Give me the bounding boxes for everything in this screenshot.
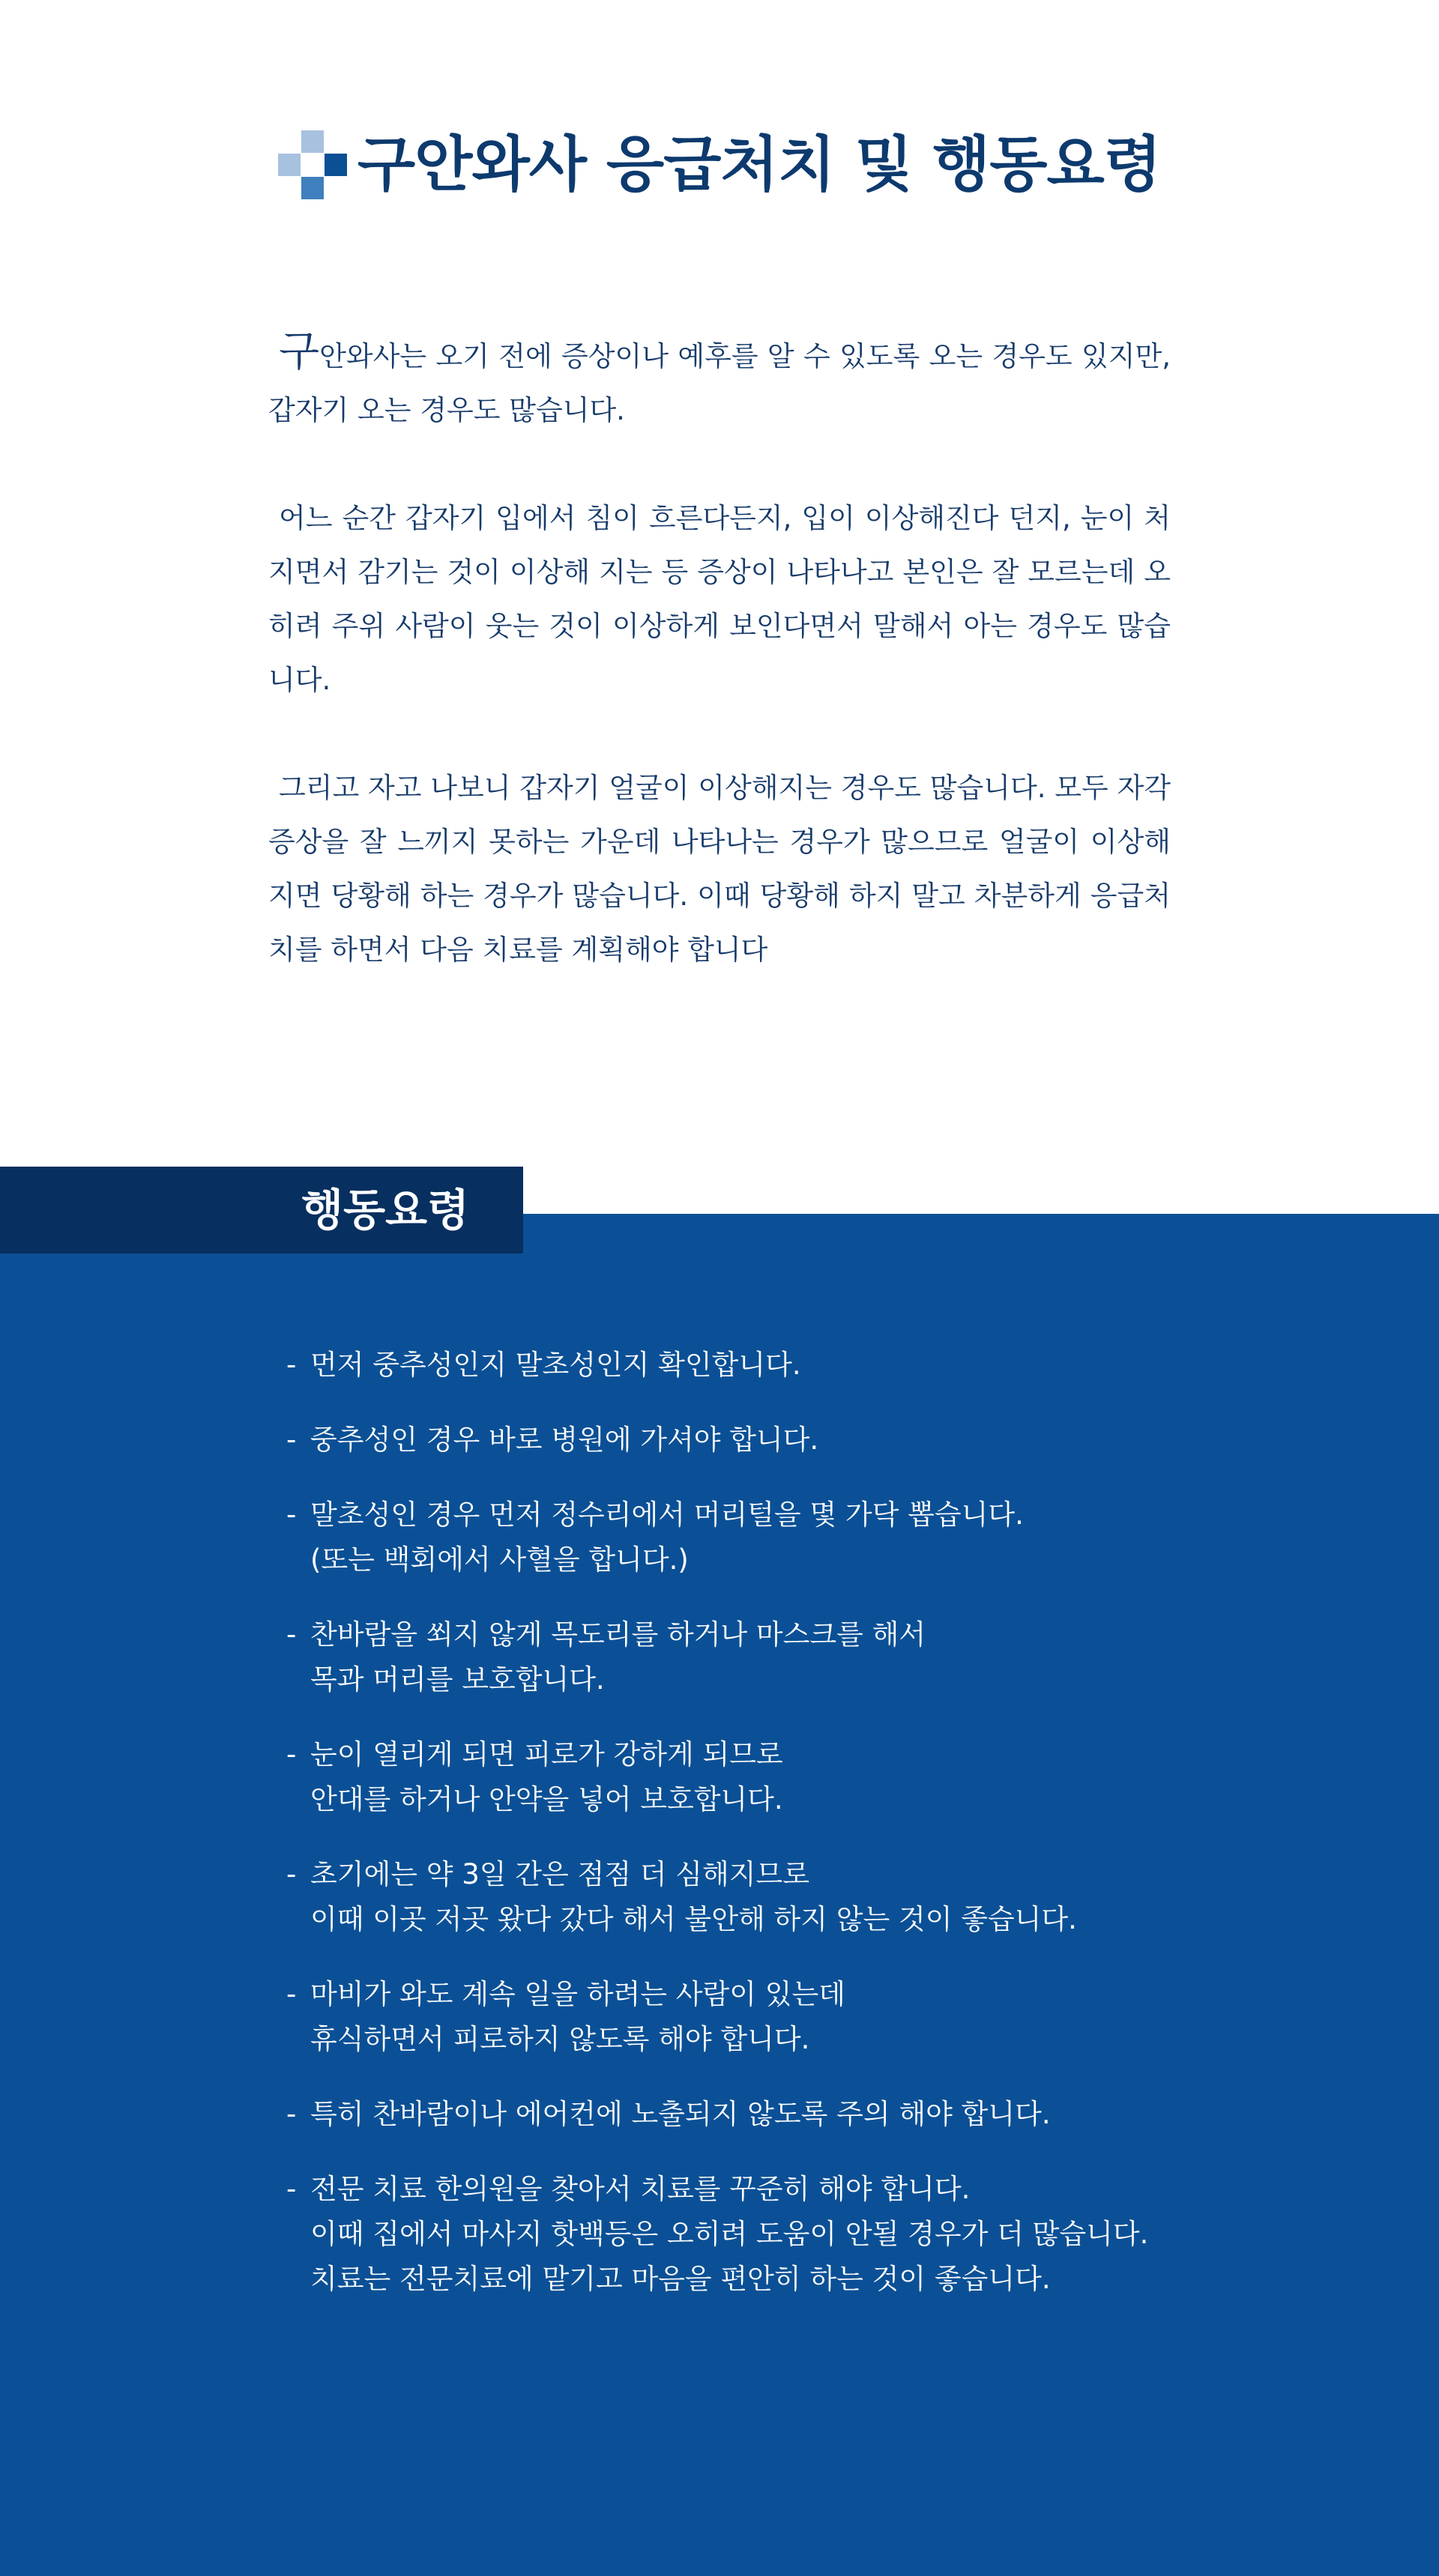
list-item-line: (또는 백회에서 사혈을 합니다.) [310,1544,689,1576]
list-item-line: 중추성인 경우 바로 병원에 가셔야 합니다. [310,1424,819,1456]
list-item-line: 말초성인 경우 먼저 정수리에서 머리털을 몇 가닥 뽑습니다. [310,1499,1024,1531]
list-dash: - [286,2173,297,2205]
intro-text [268,327,1171,1031]
list-item-line: 휴식하면서 피로하지 않도록 해야 합니다. [310,2023,810,2055]
list-item [286,1852,1223,1942]
list-dash: - [286,1424,297,1456]
intro-dropcap: 구 [279,327,320,376]
list-item [286,1732,1223,1822]
list-dash: - [286,1858,297,1890]
list-item-line: 초기에는 약 3일 간은 점점 더 심해지므로 [310,1858,809,1890]
list-item-line: 이때 집에서 마사지 핫백등은 오히려 도움이 안될 경우가 더 많습니다. [310,2218,1149,2250]
medical-cross-logo-icon [278,130,347,199]
list-item-line: 마비가 와도 계속 일을 하려는 사람이 있는데 [310,1978,845,2010]
list-dash: - [286,1618,297,1651]
action-guide-list [286,1343,1223,2332]
list-dash: - [286,1349,297,1381]
list-item [286,1418,1223,1463]
list-dash: - [286,1738,297,1771]
list-item [286,1493,1223,1582]
list-item [286,1612,1223,1702]
list-item [286,2092,1223,2137]
page-title: 구안와사 응급처치 및 행동요령 [357,130,1162,199]
list-item [286,2167,1223,2302]
list-item-line: 특히 찬바람이나 에어컨에 노출되지 않도록 주의 해야 합니다. [310,2098,1051,2130]
list-item-line: 치료는 전문치료에 맡기고 마음을 편안히 하는 것이 좋습니다. [310,2263,1051,2295]
intro-paragraph-2: 어느 순간 갑자기 입에서 침이 흐른다든지, 입이 이상해진다 던지, 눈이 처지면서 감기는 것이 이상해 지는 등 증상이 나타나고 본인은 잘 모르는데 오히려 주위 사람이 웃는 것이 이상하게 보인다면서 말해서 아는 경우도 많습니다. [268,502,1171,696]
list-item [286,1972,1223,2062]
intro-paragraph-1 [268,327,1171,438]
list-item-line: 목과 머리를 보호합니다. [310,1663,605,1696]
section-title: 행동요령 [301,1185,470,1236]
list-item-line: 눈이 열리게 되면 피로가 강하게 되므로 [310,1738,783,1771]
list-dash: - [286,1499,297,1531]
intro-paragraph-1-text: 안와사는 오기 전에 증상이나 예후를 알 수 있도록 오는 경우도 있지만, 갑자기 오는 경우도 많습니다. [268,340,1171,426]
list-item-line: 찬바람을 쐬지 않게 목도리를 하거나 마스크를 해서 [310,1618,926,1651]
title-row [0,120,1439,210]
intro-paragraph-3: 그리고 자고 나보니 갑자기 얼굴이 이상해지는 경우도 많습니다. 모두 자각 증상을 잘 느끼지 못하는 가운데 나타나는 경우가 많으므로 얼굴이 이상해 지면 당황해 하는 경우가 많습니다. 이때 당황해 하지 말고 차분하게 응급처치를 하면서 다음 치료를 계획해야 합니다 [268,772,1171,966]
list-item-line: 전문 치료 한의원을 찾아서 치료를 꾸준히 해야 합니다. [310,2173,971,2205]
list-item [286,1343,1223,1388]
section-heading-tab [0,1167,523,1254]
list-item-line: 먼저 중추성인지 말초성인지 확인합니다. [310,1349,801,1381]
list-item-line: 이때 이곳 저곳 왔다 갔다 해서 불안해 하지 않는 것이 좋습니다. [310,1903,1077,1935]
list-dash: - [286,2098,297,2130]
list-item-line: 안대를 하거나 안약을 넣어 보호합니다. [310,1783,783,1815]
list-dash: - [286,1978,297,2010]
